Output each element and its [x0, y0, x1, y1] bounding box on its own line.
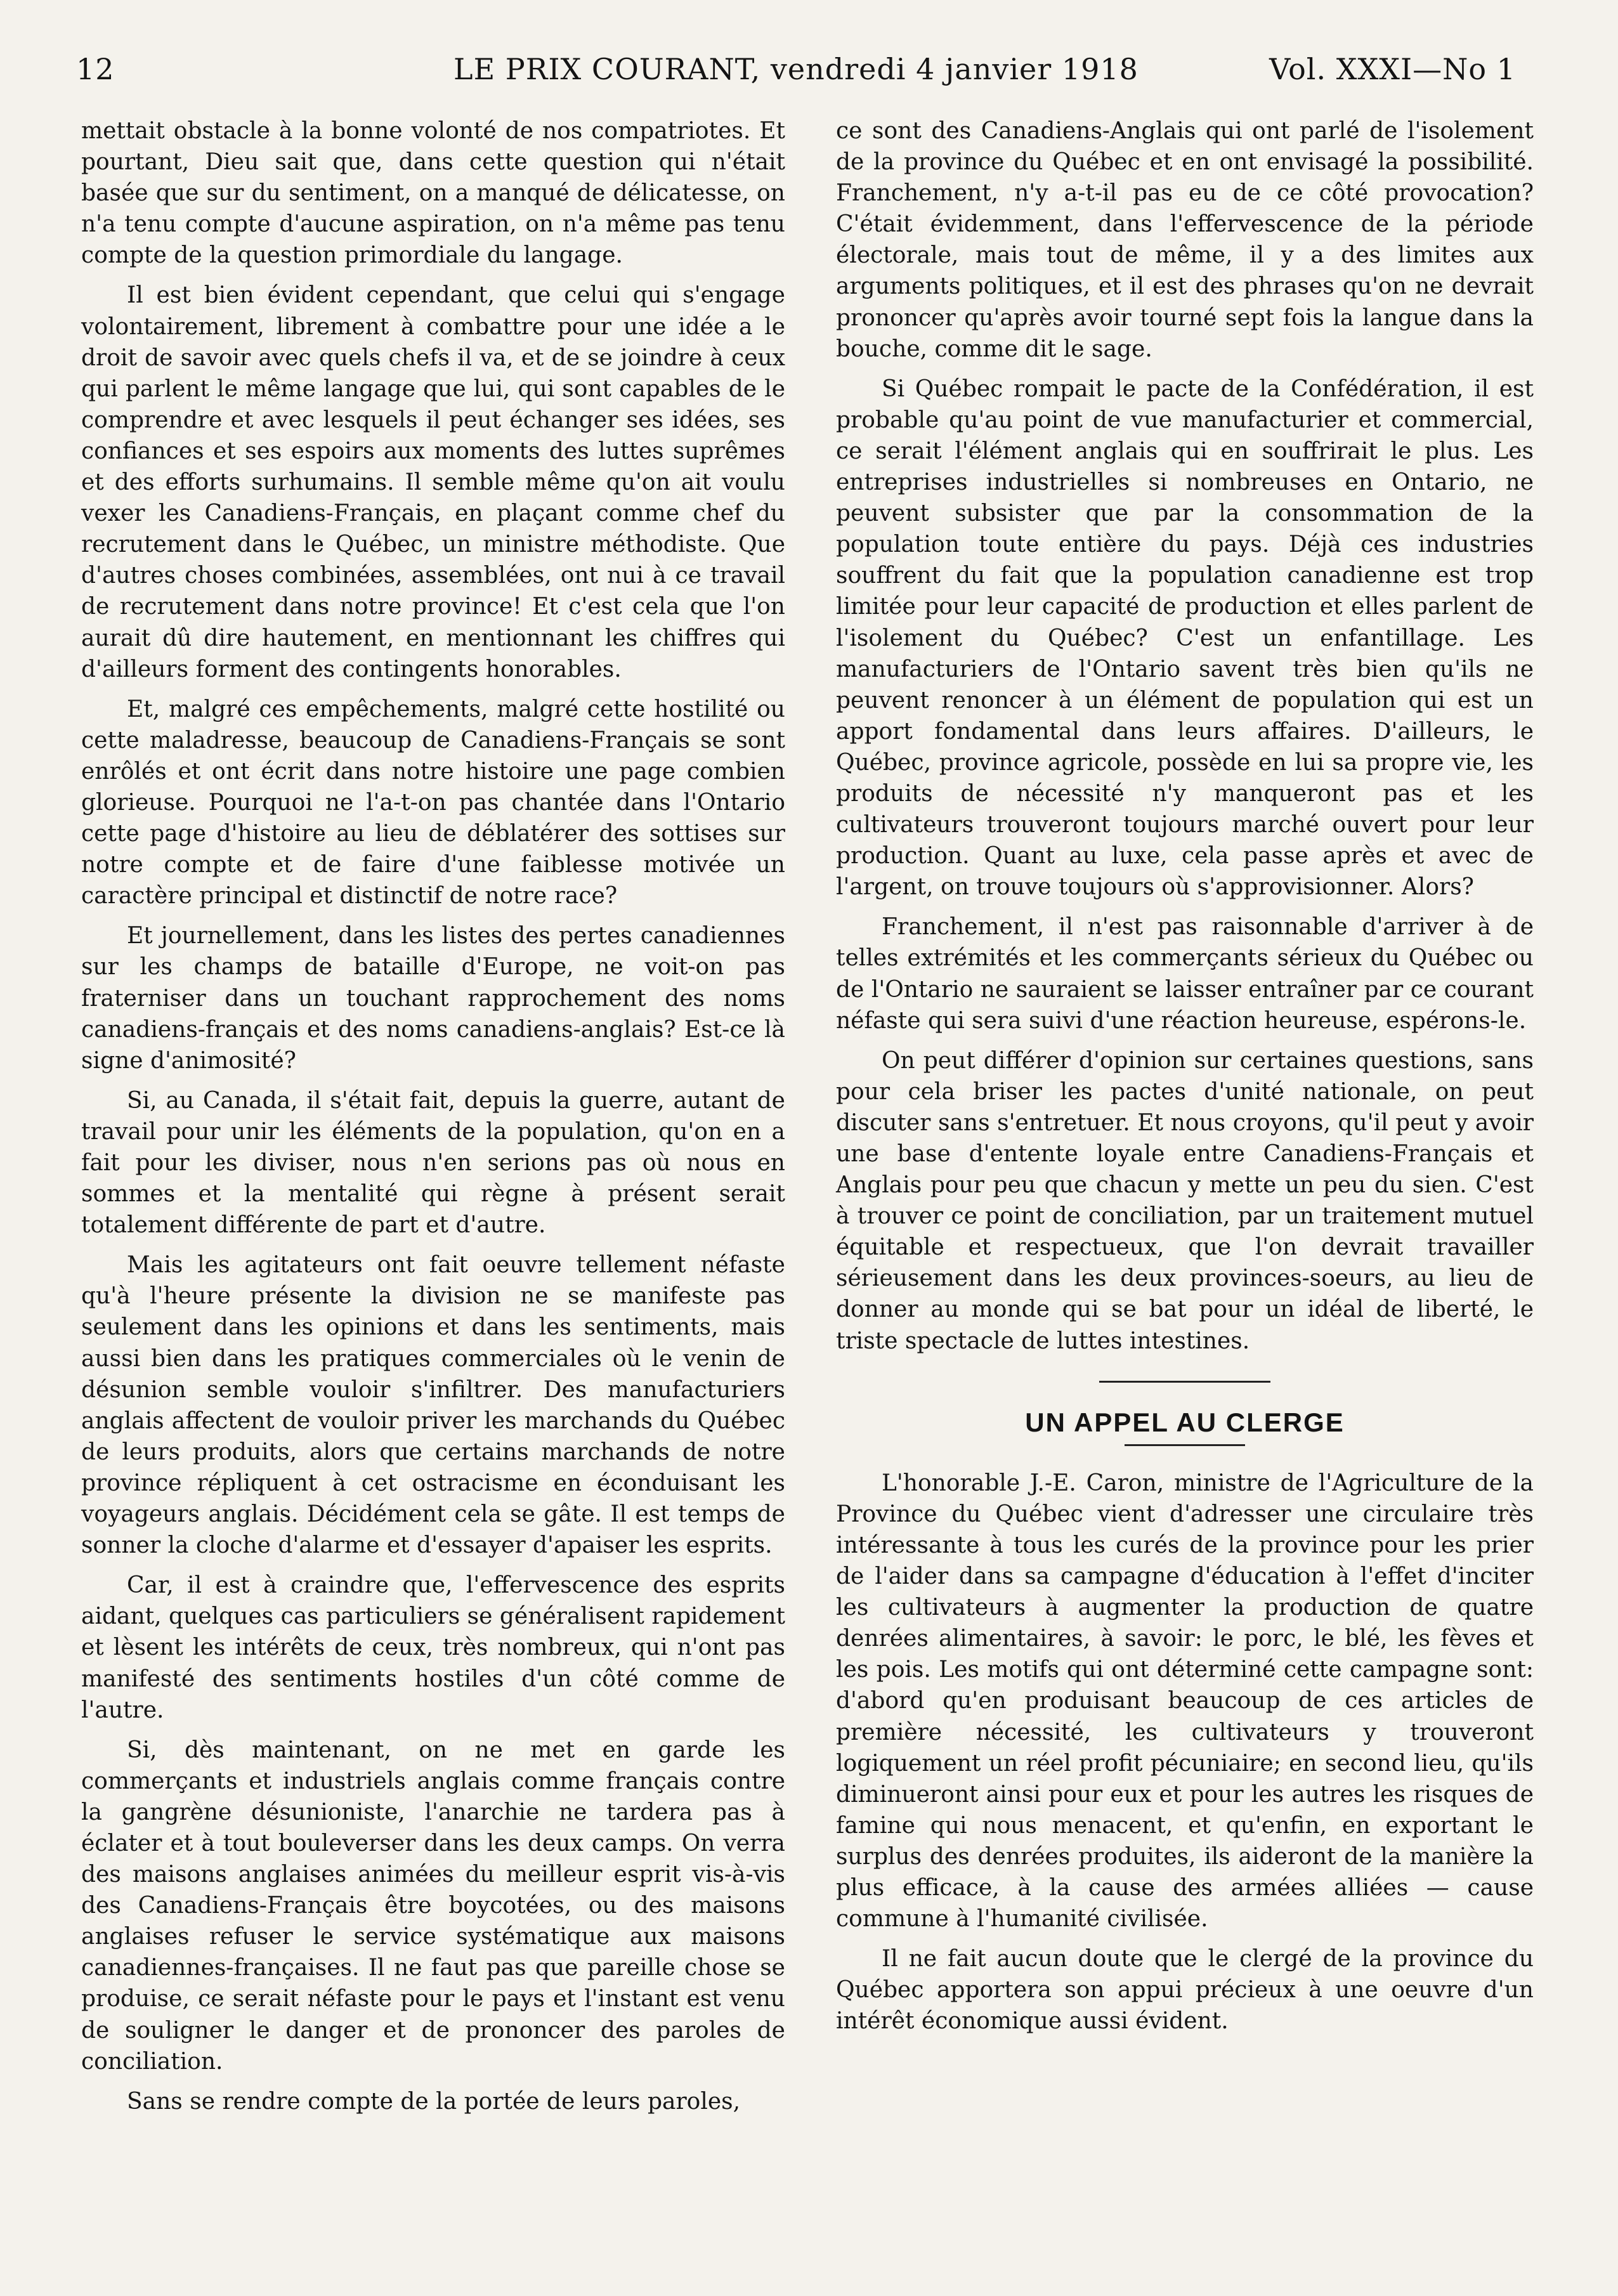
page-header	[76, 52, 1516, 96]
paragraph: Si, dès maintenant, on ne met en garde les commerçants et industriels anglais comme français contre la gangrène désunioniste, l'anarchie ne tardera pas à éclater et à tout bouleverser dans les deux camps. On verra des maisons anglaises animées du meilleur esprit vis-à-vis des Canadiens-Français être boycotées, ou des maisons anglaises refuser le service systématique aux maisons canadiennes-françaises. Il ne faut pas que pareille chose se produise, ce serait néfaste pour le pays et l'instant est venu de souligner le danger et de prononcer des paroles de conciliation.	[81, 1737, 785, 2075]
paragraph: Si, au Canada, il s'était fait, depuis la guerre, autant de travail pour unir les éléments de la population, qu'on en a fait pour les diviser, nous n'en serions pas où nous en sommes et la mentalité qui règne à présent serait totalement différente de part et d'autre.	[81, 1087, 785, 1239]
left-column	[81, 115, 785, 2126]
paragraph: Et, malgré ces empêchements, malgré cette hostilité ou cette maladresse, beaucoup de Canadiens-Français se sont enrôlés et ont écrit dans notre histoire une page combien glorieuse. Pourquoi ne l'a-t-on pas chantée dans l'Ontario cette page d'histoire au lieu de déblatérer des sottises sur notre compte et de faire d'une faiblesse motivée un caractère principal et distinctif de notre race?	[81, 696, 785, 910]
paragraph: Et journellement, dans les listes des pertes canadiennes sur les champs de bataille d'Europe, ne voit-on pas fraterniser dans un touchant rapprochement des noms canadiens-français et des noms canadiens-anglais? Est-ce là signe d'animosité?	[81, 923, 785, 1074]
paragraph: Il est bien évident cependant, que celui qui s'engage volontairement, librement à combattre pour une idée a le droit de savoir avec quels chefs il va, et de se joindre à ceux qui parlent le même langage que lui, qui sont capables de le comprendre et avec lesquels il peut échanger ses idées, ses confiances et ses espoirs aux moments des luttes suprêmes et des efforts surhumains. Il semble même qu'on ait voulu vexer les Canadiens-Français, en plaçant comme chef du recrutement dans le Québec, un ministre méthodiste. Que d'autres choses combinées, assemblées, ont nui à ce travail de recrutement dans notre province! Et c'est cela que l'on aurait dû dire hautement, en mentionnant les chiffres qui d'ailleurs forment des contingents honorables.	[81, 282, 785, 682]
section-divider	[1099, 1381, 1270, 1383]
paragraph: L'honorable J.-E. Caron, ministre de l'Agriculture de la Province du Québec vient d'adresser une circulaire très intéressante à tous les curés de la province pour les prier de l'aider dans sa campagne d'éducation à l'effet d'inciter les cultivateurs à augmenter la production de quatre denrées alimentaires, à savoir: le porc, le blé, les fèves et les pois. Les motifs qui ont déterminé cette campagne sont: d'abord qu'en produisant beaucoup de ces articles de première nécessité, les cultivateurs y trouveront logiquement un réel profit pécuniaire; en second lieu, qu'ils diminueront ainsi pour eux et pour les autres les risques de famine qui nous menacent, et qu'enfin, en exportant le surplus des denrées produites, ils aideront de la manière la plus efficace, à la cause des armées alliées — cause commune à l'humanité civilisée.	[836, 1470, 1534, 1933]
right-column	[836, 115, 1534, 2045]
paragraph: On peut différer d'opinion sur certaines questions, sans pour cela briser les pactes d'unité nationale, on peut discuter sans s'entretuer. Et nous croyons, qu'il peut y avoir une base d'entente loyale entre Canadiens-Français et Anglais pour peu que chacun y mette un peu du sien. C'est à trouver ce point de conciliation, par un traitement mutuel équitable et respectueux, que l'on devrait travailler sérieusement dans les deux provinces-soeurs, au lieu de donner au monde qui se bat pour un idéal de liberté, le triste spectacle de luttes intestines.	[836, 1047, 1534, 1354]
running-title: LE PRIX COURANT, vendredi 4 janvier 1918	[453, 52, 1138, 86]
page-number: 12	[76, 52, 115, 86]
paragraph: Mais les agitateurs ont fait oeuvre tellement néfaste qu'à l'heure présente la division ne se manifeste pas seulement dans les opinions et dans les sentiments, mais aussi bien dans les pratiques commerciales où le venin de désunion semble vouloir s'infiltrer. Des manufacturiers anglais affectent de vouloir priver les marchands du Québec de leurs produits, alors que certains marchands de notre province répliquent à cet ostracisme en éconduisant les voyageurs anglais. Décidément cela se gâte. Il est temps de sonner la cloche d'alarme et d'essayer d'apaiser les esprits.	[81, 1252, 785, 1559]
volume-number: Vol. XXXI—No 1	[1269, 52, 1516, 86]
paragraph: mettait obstacle à la bonne volonté de nos compatriotes. Et pourtant, Dieu sait que, dans cette question qui n'était basée que sur du sentiment, on a manqué de délicatesse, on n'a tenu compte d'aucune aspiration, on n'a même pas tenu compte de la question primordiale du langage.	[81, 118, 785, 269]
paragraph: Il ne fait aucun doute que le clergé de la province du Québec apportera son appui précieux à une oeuvre d'un intérêt économique aussi évident.	[836, 1946, 1534, 2035]
heading-divider	[1125, 1444, 1245, 1446]
section-heading: UN APPEL AU CLERGE	[1025, 1407, 1345, 1437]
paragraph: Si Québec rompait le pacte de la Confédération, il est probable qu'au point de vue manufacturier et commercial, ce serait l'élément anglais qui en souffrirait le plus. Les entreprises industrielles si nombreuses en Ontario, ne peuvent subsister que par la consommation de la population toute entière du pays. Déjà ces industries souffrent du fait que la population canadienne est trop limitée pour leur capacité de production et elles parlent de l'isolement du Québec? C'est un enfantillage. Les manufacturiers de l'Ontario savent très bien qu'ils ne peuvent renoncer à un élément de population qui est un apport fondamental dans leurs affaires. D'ailleurs, le Québec, province agricole, possède en lui sa propre vie, les produits de nécessité n'y manqueront pas et les cultivateurs trouveront toujours marché ouvert pour leur production. Quant au luxe, cela passe après et avec de l'argent, on trouve toujours où s'approvisionner. Alors?	[836, 375, 1534, 901]
paragraph: Franchement, il n'est pas raisonnable d'arriver à de telles extrémités et les commerçants sérieux du Québec ou de l'Ontario ne sauraient se laisser entraîner par ce courant néfaste qui sera suivi d'une réaction heureuse, espérons-le.	[836, 914, 1534, 1034]
paragraph: Sans se rendre compte de la portée de leurs paroles,	[127, 2088, 741, 2115]
paragraph: ce sont des Canadiens-Anglais qui ont parlé de l'isolement de la province du Québec et en ont envisagé la possibilité. Franchement, n'y a-t-il pas eu de ce côté provocation? C'était évidemment, dans l'effervescence de la période électorale, mais tout de même, il y a des limites aux arguments politiques, et il est des phrases qu'on ne devrait prononcer qu'après avoir tourné sept fois la langue dans la bouche, comme dit le sage.	[836, 118, 1534, 362]
paragraph: Car, il est à craindre que, l'effervescence des esprits aidant, quelques cas particuliers se généralisent rapidement et lèsent les intérêts de ceux, très nombreux, qui n'ont pas manifesté des sentiments hostiles d'un côté comme de l'autre.	[81, 1572, 785, 1723]
